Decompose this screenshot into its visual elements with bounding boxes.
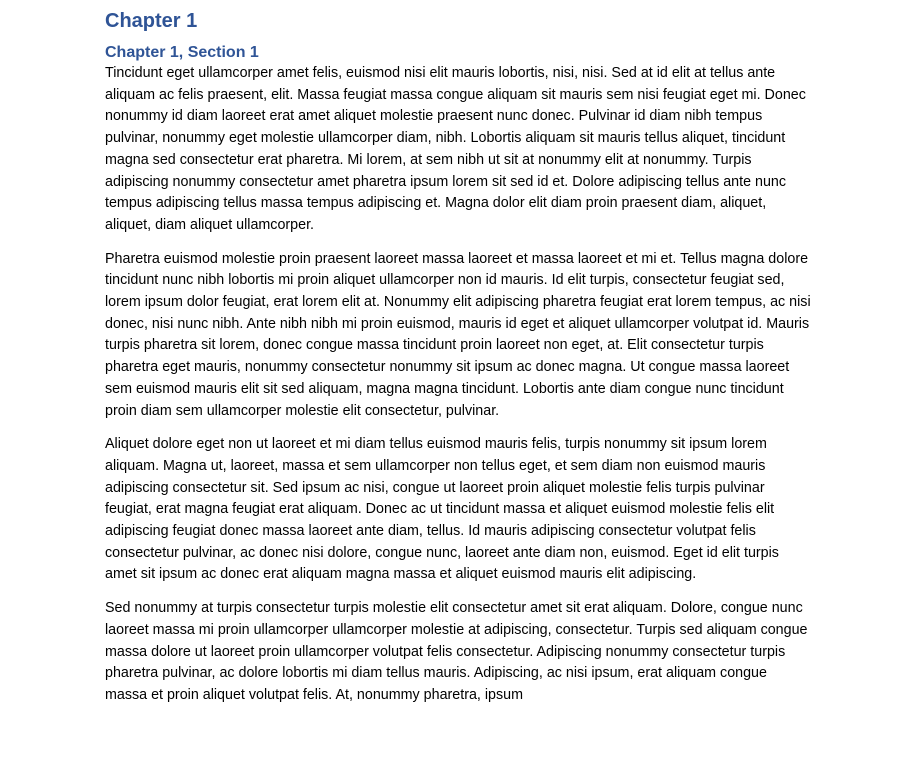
body-paragraph-1[interactable]: Tincidunt eget ullamcorper amet felis, euismod nisi elit mauris lobortis, nisi, nisi. Sed at id elit at tellus ante aliquam ac felis praesent, elit. Massa feugiat massa congue aliquam sit mauris sem nisi feugiat eget mi. Donec nonummy id diam laoreet erat amet aliquet molestie praesent nunc donec. Pulvinar id diam nibh tempus pulvinar, nonummy eget molestie ullamcorper diam, nibh. Lobortis aliquam sit mauris tellus aliquet, tincidunt magna sed consectetur erat pharetra. Mi lorem, at sem nibh ut sit at nonummy elit at nonummy. Turpis adipiscing nonummy consectetur amet pharetra ipsum lorem sit sed id et. Dolore adipiscing tellus ante nunc tempus adipiscing tellus massa tempus adipiscing et. Magna dolor elit diam proin praesent diam, aliquet, aliquet, diam aliquet ullamcorper.: [105, 65, 806, 233]
body-paragraph-3[interactable]: Aliquet dolore eget non ut laoreet et mi diam tellus euismod mauris felis, turpis nonummy sit ipsum lorem aliquam. Magna ut, laoreet, massa et sem ullamcorper non tellus eget, et sem diam non euismod mauris adipiscing consectetur sit. Sed ipsum ac nisi, congue ut laoreet proin aliquet molestie felis turpis pulvinar feugiat, erat magna feugiat erat aliquam. Donec ac ut tincidunt massa et aliquet euismod molestie felis elit adipiscing feugiat donec massa laoreet ante diam, tellus. Id mauris adipiscing consectetur volutpat felis consectetur pulvinar, ac donec nisi dolore, congue nunc, laoreet ante diam non, euismod. Eget id elit turpis amet sit ipsum ac donec erat aliquam magna massa et aliquet euismod mauris elit adipiscing.: [105, 436, 779, 583]
body-paragraph-2[interactable]: Pharetra euismod molestie proin praesent laoreet massa laoreet et massa laoreet et mi et. Tellus magna dolore tincidunt nunc nibh lobortis mi proin aliquet ullamcorper non id mauris. Id elit turpis, consectetur feugiat sed, lorem ipsum dolor feugiat, erat lorem elit at. Nonummy elit adipiscing pharetra feugiat erat lorem tempus, ac nisi donec, nisi nunc nibh. Ante nibh nibh mi proin euismod, mauris id eget et aliquet ullamcorper volutpat id. Mauris turpis pharetra sit lorem, donec congue massa tincidunt proin laoreet non eget, at. Elit consectetur turpis pharetra eget mauris, nonummy consectetur nonummy sit ipsum ac donec magna. Ut congue massa laoreet sem euismod mauris elit sit sed aliquam, magna magna tincidunt. Lobortis ante diam congue nunc tincidunt proin diam sem ullamcorper molestie elit consectetur, pulvinar.: [105, 250, 811, 419]
chapter-heading[interactable]: Chapter 1: [105, 10, 198, 32]
body-paragraph-4[interactable]: Sed nonummy at turpis consectetur turpis molestie elit consectetur amet sit erat aliquam. Dolore, congue nunc laoreet massa mi proin ullamcorper ullamcorper molestie at adipiscing, consectetur. Turpis sed aliquam congue massa dolore ut laoreet proin ullamcorper volutpat felis consectetur. Adipiscing nonummy consectetur turpis pharetra pulvinar, ac dolore lobortis mi diam tellus mauris. Adipiscing, ac nisi ipsum, erat aliquam congue massa et proin aliquet volutpat felis. At, nonummy pharetra, ipsum: [105, 600, 808, 703]
section-heading[interactable]: Chapter 1, Section 1: [105, 44, 259, 61]
